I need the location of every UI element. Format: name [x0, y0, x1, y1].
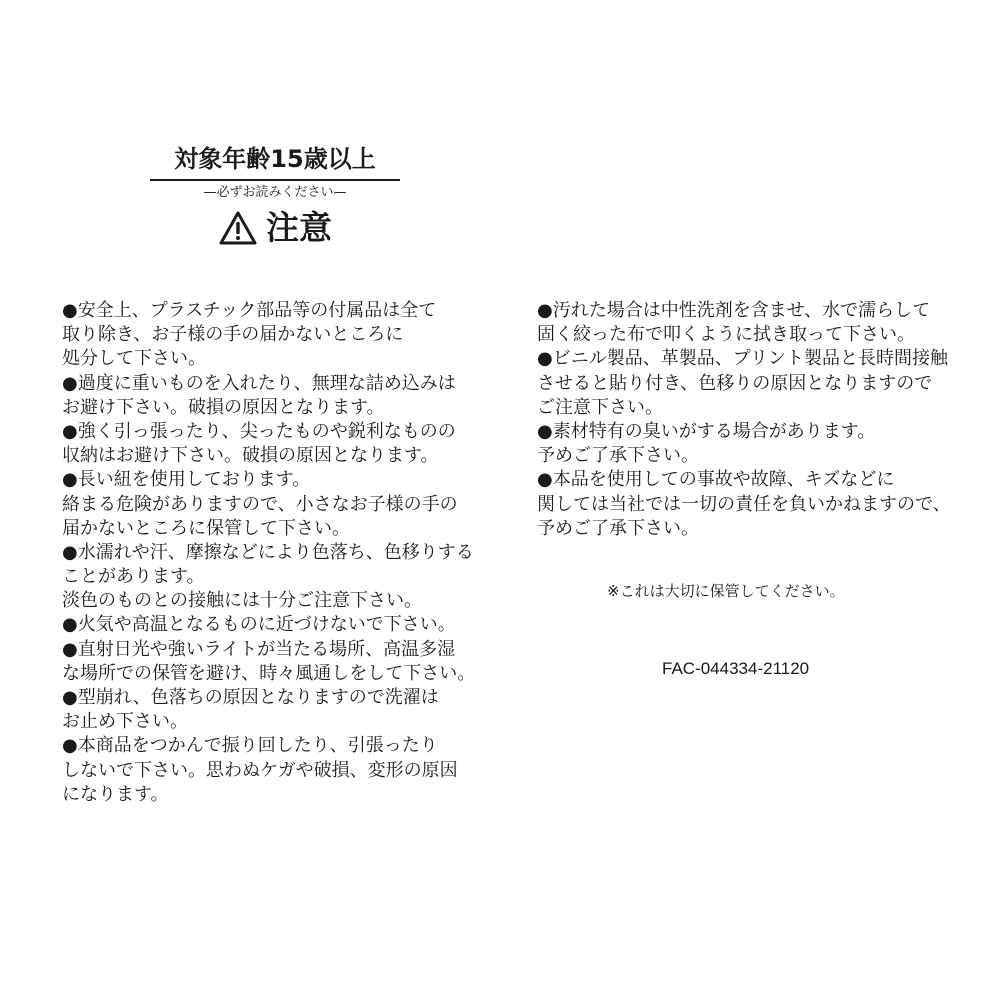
right-line: ●汚れた場合は中性洗剤を含ませ、水で濡らして	[537, 300, 931, 321]
left-line: ことがあります。	[62, 566, 205, 588]
left-line: 淡色のものとの接触には十分ご注意下さい。	[62, 590, 422, 612]
left-line: な場所での保管を避け、時々風通しをして下さい。	[62, 662, 476, 684]
left-line: お避け下さい。破損の原因となります。	[62, 396, 385, 418]
read-notice: —必ずお読みください—	[203, 185, 347, 200]
left-line: 収納はお避け下さい。破損の原因となります。	[62, 445, 439, 467]
left-line: ●火気や高温となるものに近づけないで下さい。	[62, 614, 456, 636]
right-caution-list	[537, 299, 982, 541]
right-line: 予めご了承下さい。	[537, 517, 699, 539]
left-line: ●長い紐を使用しております。	[62, 469, 311, 491]
left-line: 絡まる危険がありますので、小さなお子様の手の	[62, 493, 458, 515]
right-line: ●素材特有の臭いがする場合があります。	[537, 420, 876, 442]
left-line: 取り除き、お子様の手の届かないところに	[62, 324, 404, 346]
right-line: 予めご了承下さい。	[537, 445, 699, 467]
header-block	[150, 142, 400, 251]
caution-heading	[150, 205, 400, 251]
product-code: FAC-044334-21120	[662, 659, 810, 678]
left-line: になります。	[62, 783, 169, 805]
left-caution-list	[62, 299, 502, 807]
caution-title: 注意	[266, 208, 332, 247]
left-line: ●直射日光や強いライトが当たる場所、高温多湿	[62, 638, 456, 660]
left-line: 届かないところに保管して下さい。	[62, 517, 350, 539]
left-line: ●強く引っ張ったり、尖ったものや鋭利なものの	[62, 420, 456, 442]
left-line: ●過度に重いものを入れたり、無理な詰め込みは	[62, 372, 456, 394]
left-line: ●安全上、プラスチック部品等の付属品は全て	[62, 300, 437, 321]
left-line: 処分して下さい。	[62, 348, 206, 370]
left-line: ●型崩れ、色落ちの原因となりますので洗濯は	[62, 687, 439, 708]
left-line: ●本商品をつかんで振り回したり、引張ったり	[62, 735, 438, 757]
right-line: ご注意下さい。	[537, 396, 663, 418]
right-line: させると貼り付き、色移りの原因となりますので	[537, 372, 933, 394]
age-notice: 対象年齢15歳以上	[150, 142, 400, 181]
warning-triangle-icon	[218, 210, 258, 246]
right-line: 関しては当社では一切の責任を負いかねますので、	[537, 493, 951, 515]
keep-note: ※これは大切に保管してください。	[607, 582, 845, 600]
right-line: ●本品を使用しての事故や故障、キズなどに	[537, 469, 895, 491]
left-line: しないで下さい。思わぬケガや破損、変形の原因	[62, 759, 458, 781]
left-line: ●水濡れや汗、摩擦などにより色落ち、色移りする	[62, 541, 474, 563]
right-line: 固く絞った布で叩くように拭き取って下さい。	[537, 324, 915, 346]
left-line: お止め下さい。	[62, 711, 188, 733]
right-line: ●ビニル製品、革製品、プリント製品と長時間接触	[537, 348, 948, 370]
